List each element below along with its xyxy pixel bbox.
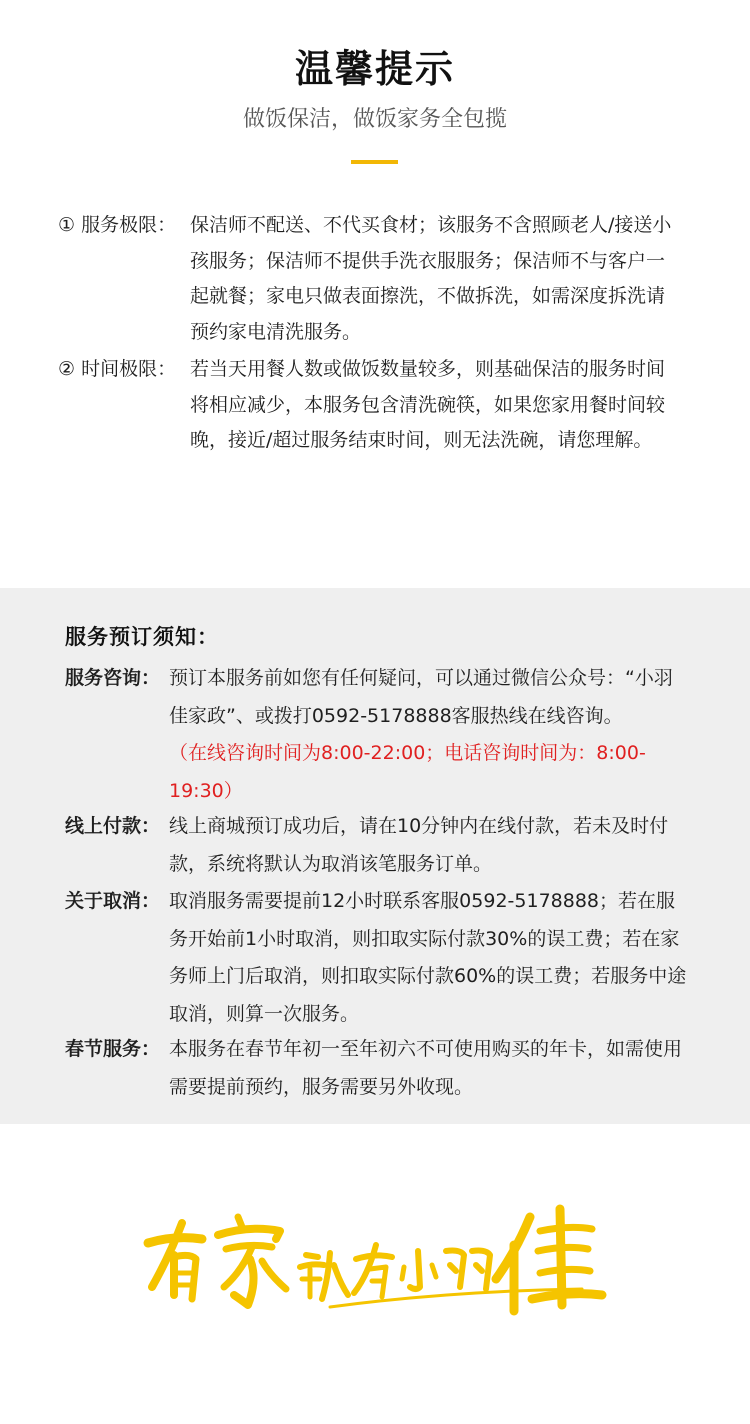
brand-slogan-calligraphy — [130, 1195, 620, 1325]
service-limit-item — [58, 208, 698, 350]
booking-notice-title: 服务预订须知： — [65, 625, 219, 649]
tips-title: 温馨提示 — [294, 47, 455, 91]
spring-festival-label: 春节服务： — [65, 1038, 161, 1060]
time-limit-label: ② 时间极限： — [58, 358, 177, 380]
notice-item-payment — [65, 808, 690, 883]
notice-item-cancellation — [65, 883, 690, 1033]
time-limit-item — [58, 352, 698, 459]
time-limit-text: 若当天用餐人数或做饭数量较多，则基础保洁的服务时间将相应减少，本服务包含清洗碗筷，如果您家用餐时间较晚，接近/超过服务结束时间，则无法洗碗，请您理解。 — [190, 358, 666, 451]
consult-body: 预订本服务前如您有任何疑问，可以通过微信公众号：“小羽佳家政”、或拨打0592-5178888客服热线在线咨询。 — [169, 667, 673, 727]
spring-festival-text: 本服务在春节年初一至年初六不可使用购买的年卡，如需使用需要提前预约，服务需要另外收现。 — [169, 1038, 683, 1098]
cancellation-text: 取消服务需要提前12小时联系客服0592-5178888；若在服务开始前1小时取消，则扣取实际付款30%的误工费；若在家务师上门后取消，则扣取实际付款60%的误工费；若服务中途取消，则算一次服务。 — [169, 890, 687, 1025]
consult-label: 服务咨询： — [65, 667, 161, 689]
service-limit-text: 保洁师不配送、不代买食材；该服务不含照顾老人/接送小孩服务；保洁师不提供手洗衣服服务；保洁师不与客户一起就餐；家电只做表面擦洗，不做拆洗，如需深度拆洗请预约家电清洗服务。 — [190, 214, 672, 343]
cancellation-label: 关于取消： — [65, 890, 161, 912]
title-underline-accent — [351, 160, 398, 164]
booking-notice-section — [0, 588, 750, 1124]
consult-hours-highlight: （在线咨询时间为8:00-22:00；电话咨询时间为：8:00-19:30） — [169, 742, 646, 802]
notice-item-spring-festival — [65, 1031, 690, 1106]
slogan-brush-strokes — [148, 1209, 602, 1311]
tips-section — [0, 0, 750, 588]
payment-label: 线上付款： — [65, 815, 161, 837]
payment-text: 线上商城预订成功后，请在10分钟内在线付款，若未及时付款，系统将默认为取消该笔服务订单。 — [169, 815, 669, 875]
notice-item-consult — [65, 660, 690, 810]
service-limit-label: ① 服务极限： — [58, 214, 177, 236]
tips-subtitle: 做饭保洁，做饭家务全包揽 — [242, 107, 507, 132]
consult-text — [169, 660, 690, 810]
